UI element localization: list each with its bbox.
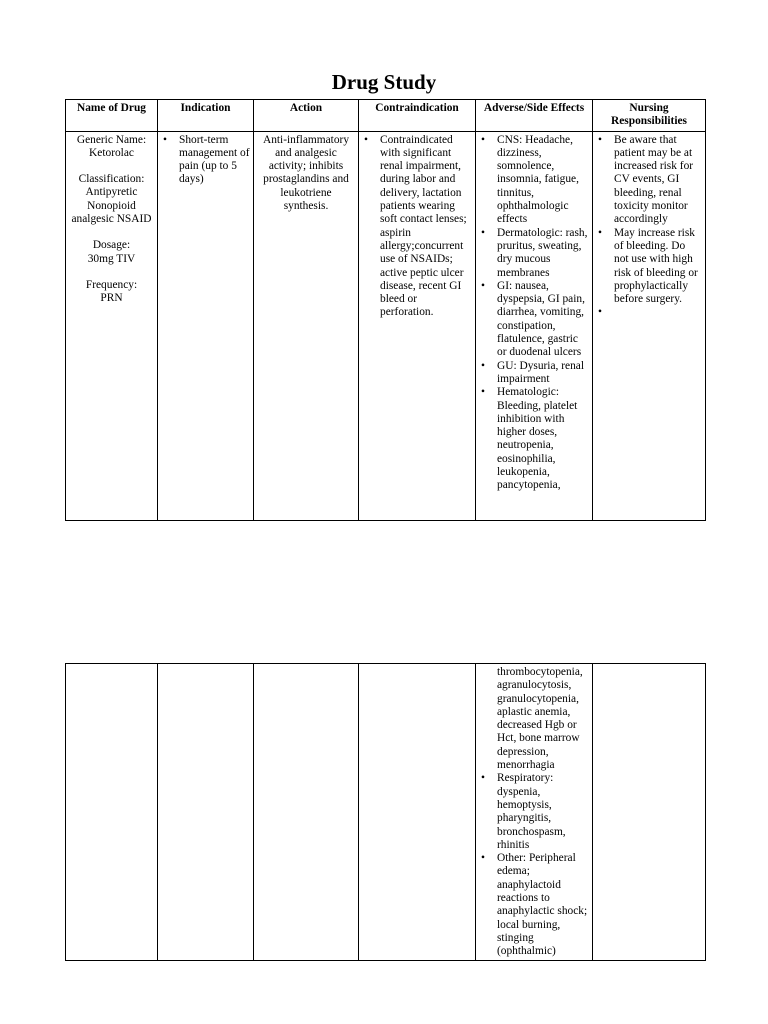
nursing-cell — [593, 131, 706, 520]
adverse-effects-cell-continued — [476, 664, 593, 961]
adverse-effects-cell — [476, 131, 593, 520]
adverse-continued-text: thrombocytopenia, agranulocytosis, granulocytopenia, aplastic anemia, decreased Hgb or Hct, bone marrow depression, menorrhagia — [497, 666, 583, 772]
header-nursing-responsibilities: Nursing Responsibilities — [593, 100, 706, 132]
empty-cell — [593, 664, 706, 961]
header-row — [66, 100, 706, 132]
classification-label: Classification: — [78, 173, 145, 186]
list-item: • Short-term management of pain (up to 5 days) — [158, 134, 253, 187]
list-item: • GU: Dysuria, renal impairment — [476, 360, 592, 387]
generic-label: Generic Name: — [76, 133, 147, 146]
indication-cell — [158, 131, 254, 520]
frequency-label: Frequency: — [85, 278, 138, 291]
list-item: • Dermatologic: rash, pruritus, sweating, dry mucous membranes — [476, 227, 592, 280]
header-indication: Indication — [158, 100, 254, 132]
action-cell: Anti-inflammatory and analgesic activity; inhibits prostaglandins and leukotriene synthesis. — [254, 131, 359, 520]
drug-name-cell — [66, 131, 158, 520]
header-adverse-effects: Adverse/Side Effects — [476, 100, 593, 132]
header-action: Action — [254, 100, 359, 132]
table-row — [66, 131, 706, 520]
classification-value: Antipyretic Nonopioid analgesic NSAID — [71, 186, 152, 226]
drug-study-table-continued — [65, 663, 706, 961]
list-item: • Respiratory: dyspenia, hemoptysis, pharyngitis, bronchospasm, rhinitis — [476, 772, 592, 852]
list-item: • GI: nausea, dyspepsia, GI pain, diarrhea, vomiting, constipation, flatulence, gastric or duodenal ulcers — [476, 280, 592, 360]
list-item: • Be aware that patient may be at increased risk for CV events, GI bleeding, renal toxicity monitor accordingly — [593, 134, 705, 227]
header-name-of-drug: Name of Drug — [66, 100, 158, 132]
list-item: • Contraindicated with significant renal impairment, during labor and delivery, lactation patients wearing soft contact lenses; aspirin allergy;concurrent use of NSAIDs; active peptic ulcer disease, recent GI bleed or perforation. — [359, 134, 475, 320]
contraindication-cell — [359, 131, 476, 520]
page-title: Drug Study — [331, 70, 437, 94]
table-row — [66, 664, 706, 961]
list-item: • May increase risk of bleeding. Do not use with high risk of bleeding or prophylactically before surgery. — [593, 227, 705, 307]
dosage-value: 30mg TIV — [87, 252, 136, 265]
empty-cell — [66, 664, 158, 961]
list-item — [593, 306, 705, 319]
generic-value: Ketorolac — [89, 146, 134, 159]
drug-study-table — [65, 99, 706, 521]
header-contraindication: Contraindication — [359, 100, 476, 132]
empty-cell — [158, 664, 254, 961]
list-item: • Other: Peripheral edema; anaphylactoid reactions to anaphylactic shock; local burning, stinging (ophthalmic) — [476, 852, 592, 958]
dosage-label: Dosage: — [92, 239, 131, 252]
list-item: • CNS: Headache, dizziness, somnolence, insomnia, fatigue, tinnitus, ophthalmologic effects — [476, 134, 592, 227]
frequency-value: PRN — [100, 292, 123, 305]
empty-cell — [359, 664, 476, 961]
empty-cell — [254, 664, 359, 961]
list-item: • Hematologic: Bleeding, platelet inhibition with higher doses, neutropenia, eosinophilia, leukopenia, pancytopenia, — [476, 386, 592, 492]
